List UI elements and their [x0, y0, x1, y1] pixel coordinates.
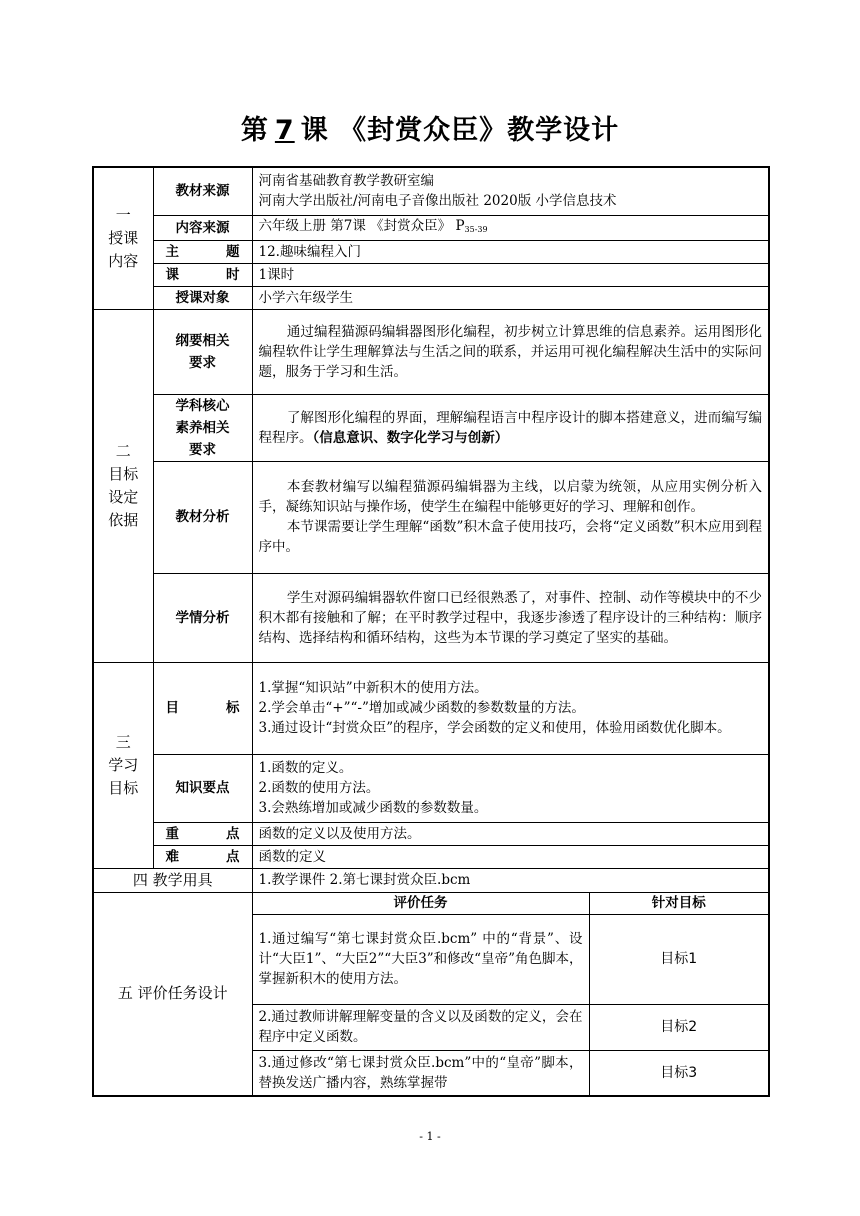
core-literacy-requirement: 了解图形化编程的界面，理解编程语言中程序设计的脚本搭建意义，进而编写编程程序。（信息意识、数字化学习与创新）: [252, 394, 769, 461]
row-label-theme: 主 题: [153, 240, 252, 263]
audience-value: 小学六年级学生: [252, 286, 769, 309]
row-label-difficulty: 难 点: [153, 845, 252, 868]
lesson-number: 7: [274, 115, 295, 146]
eval-target: 目标3: [589, 1050, 769, 1096]
section-1-label: 一 授课内容: [93, 167, 153, 309]
row-label-goals: 目 标: [153, 662, 252, 754]
row-label-curriculum: 纲要相关要求: [153, 309, 252, 394]
hours-value: 1课时: [252, 263, 769, 286]
column-header-task: 评价任务: [252, 892, 589, 914]
lesson-plan-table: [92, 166, 770, 1097]
row-label-focus: 重 点: [153, 822, 252, 845]
section-4-label: 四 教学用具: [93, 868, 252, 892]
section-5-label: 五 评价任务设计: [93, 892, 252, 1096]
content-source-value: 六年级上册 第7课 《封赏众臣》 $P_{35-39}$: [252, 215, 769, 240]
textbook-source-value: 河南省基础教育教学教研室编 河南大学出版社/河南电子音像出版社 2020版 小学信息技术: [252, 167, 769, 215]
row-label-textbook-analysis: 教材分析: [153, 461, 252, 573]
curriculum-requirement: 通过编程猫源码编辑器图形化编程，初步树立计算思维的信息素养。运用图形化编程软件让学生理解算法与生活之间的联系，并运用可视化编程解决生活中的实际问题，服务于学习和生活。: [252, 309, 769, 394]
eval-task: 3.通过修改“第七课封赏众臣.bcm”中的“皇帝”脚本，替换发送广播内容，熟练掌握带: [252, 1050, 589, 1096]
learning-goals: 1.掌握“知识站”中新积木的使用方法。 2.学会单击“+”“-”增加或减少函数的参数数量的方法。 3.通过设计“封赏众臣”的程序，学会函数的定义和使用，体验用函数优化脚本。: [252, 662, 769, 754]
row-label-content-source: 内容来源: [153, 215, 252, 240]
eval-task: 2.通过教师讲解理解变量的含义以及函数的定义，会在程序中定义函数。: [252, 1004, 589, 1050]
difficulty-value: 函数的定义: [252, 845, 769, 868]
row-label-core-literacy: 学科核心素养相关要求: [153, 394, 252, 461]
teaching-tools: 1.教学课件 2.第七课封赏众臣.bcm: [252, 868, 769, 892]
eval-target: 目标2: [589, 1004, 769, 1050]
focus-value: 函数的定义以及使用方法。: [252, 822, 769, 845]
student-analysis: 学生对源码编辑器软件窗口已经很熟悉了，对事件、控制、动作等模块中的不少积木都有接触和了解；在平时教学过程中，我逐步渗透了程序设计的三种结构：顺序结构、选择结构和循环结构，这些为本节课的学习奠定了坚实的基础。: [252, 573, 769, 662]
page-title: 第 7 课 《封赏众臣》教学设计: [240, 115, 620, 146]
page-number: - 1 -: [419, 1130, 441, 1143]
knowledge-points: 1.函数的定义。 2.函数的使用方法。 3.会熟练增加或减少函数的参数数量。: [252, 754, 769, 822]
theme-value: 12.趣味编程入门: [252, 240, 769, 263]
eval-task: 1.通过编写“第七课封赏众臣.bcm” 中的“背景”、设计“大臣1”、“大臣2”“大臣3”和修改“皇帝”角色脚本，掌握新积木的使用方法。: [252, 914, 589, 1004]
row-label-hours: 课 时: [153, 263, 252, 286]
row-label-audience: 授课对象: [153, 286, 252, 309]
eval-target: 目标1: [589, 914, 769, 1004]
row-label-student-analysis: 学情分析: [153, 573, 252, 662]
column-header-target: 针对目标: [589, 892, 769, 914]
section-2-label: 二 目标设定依据: [93, 309, 153, 662]
row-label-knowledge: 知识要点: [153, 754, 252, 822]
textbook-analysis: 本套教材编写以编程猫源码编辑器为主线，以启蒙为统领，从应用实例分析入手，凝练知识站与操作场，使学生在编程中能够更好的学习、理解和创作。 本节课需要让学生理解“函数”积木盒子使用技巧，会将“定义函数”积木应用到程序中。: [252, 461, 769, 573]
section-3-label: 三 学习目标: [93, 662, 153, 868]
row-label-textbook-source: 教材来源: [153, 167, 252, 215]
